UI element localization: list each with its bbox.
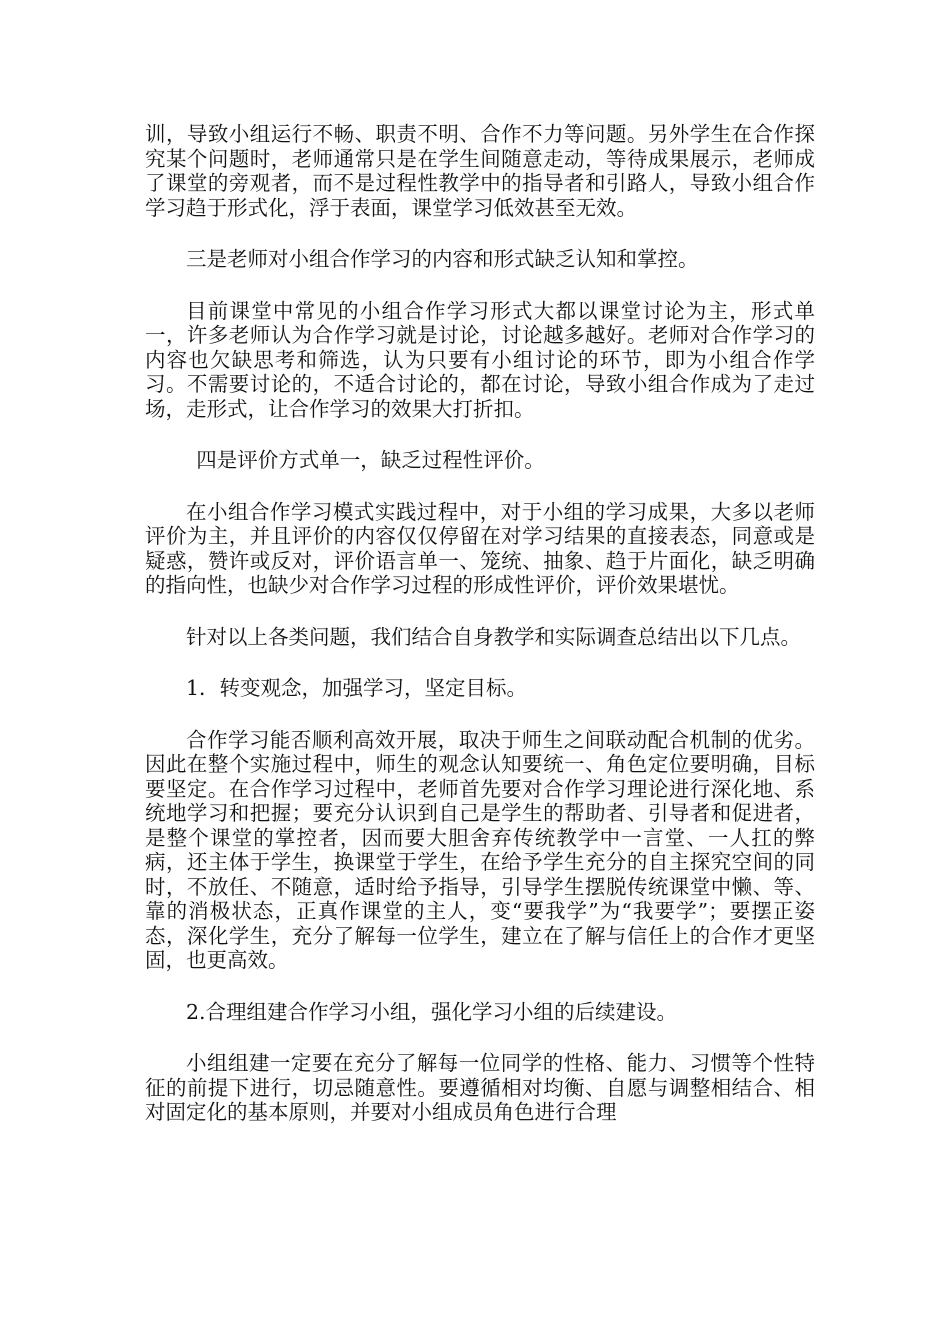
paragraph-mindset: 合作学习能否顺利高效开展，取决于师生之间联动配合机制的优劣。因此在整个实施过程中，师生的观念认知要统一、角色定位要明确，目标要坚定。在合作学习过程中，老师首先要对合作学习理论进行深化地、系统地学习和把握；要充分认识到自己是学生的帮助者、引导者和促进者，是整个课堂的掌控者，因而要大胆舍弃传统教学中一言堂、一人扛的弊病，还主体于学生，换课堂于学生，在给予学生充分的自主探究空间的同时，不放任、不随意，适时给予指导，引导学生摆脱传统课堂中懒、等、靠的消极状态，正真作课堂的主人，变“要我学”为“我要学”；要摆正姿态，深化学生，充分了解每一位学生，建立在了解与信任上的合作才更坚固，也更高效。 bbox=[145, 727, 815, 972]
section-point-three: 三是老师对小组合作学习的内容和形式缺乏认知和掌控。 bbox=[186, 247, 699, 271]
paragraph-evaluation: 在小组合作学习模式实践过程中，对于小组的学习成果，大多以老师评价为主，并且评价的内容仅仅停留在对学习结果的直接表态，同意或是疑惑，赞许或反对，评价语言单一、笼统、抽象、趋于片面化，缺乏明确的指向性，也缺少对合作学习过程的形成性评价，评价效果堪忧。 bbox=[145, 499, 815, 597]
section-item-two: 2.合理组建合作学习小组，强化学习小组的后续建设。 bbox=[186, 999, 678, 1024]
paragraph-group-forms: 目前课堂中常见的小组合作学习形式大都以课堂讨论为主，形式单一，许多老师认为合作学习就是讨论，讨论越多越好。老师对合作学习的内容也欠缺思考和筛选，认为只要有小组讨论的环节，即为小组合作学习。不需要讨论的，不适合讨论的，都在讨论，导致小组合作成为了走过场，走形式，让合作学习的效果大打折扣。 bbox=[145, 298, 815, 421]
paragraph-group-building: 小组组建一定要在充分了解每一位同学的性格、能力、习惯等个性特征的前提下进行，切忌随意性。要遵循相对均衡、自愿与调整相结合、相对固定化的基本原则，并要对小组成员角色进行合理 bbox=[145, 1051, 815, 1124]
paragraph-continuation: 训，导致小组运行不畅、职责不明、合作不力等问题。另外学生在合作探究某个问题时，老师通常只是在学生间随意走动，等待成果展示，老师成了课堂的旁观者，而不是过程性教学中的指导者和引路人，导致小组合作学习趋于形式化，浮于表面，课堂学习低效甚至无效。 bbox=[145, 122, 815, 220]
section-point-four: 四是评价方式单一，缺乏过程性评价。 bbox=[196, 448, 545, 472]
document-body bbox=[145, 122, 815, 1152]
section-item-one: 1．转变观念，加强学习，坚定目标。 bbox=[186, 676, 528, 700]
paragraph-summary-intro: 针对以上各类问题，我们结合自身教学和实际调查总结出以下几点。 bbox=[186, 624, 801, 649]
